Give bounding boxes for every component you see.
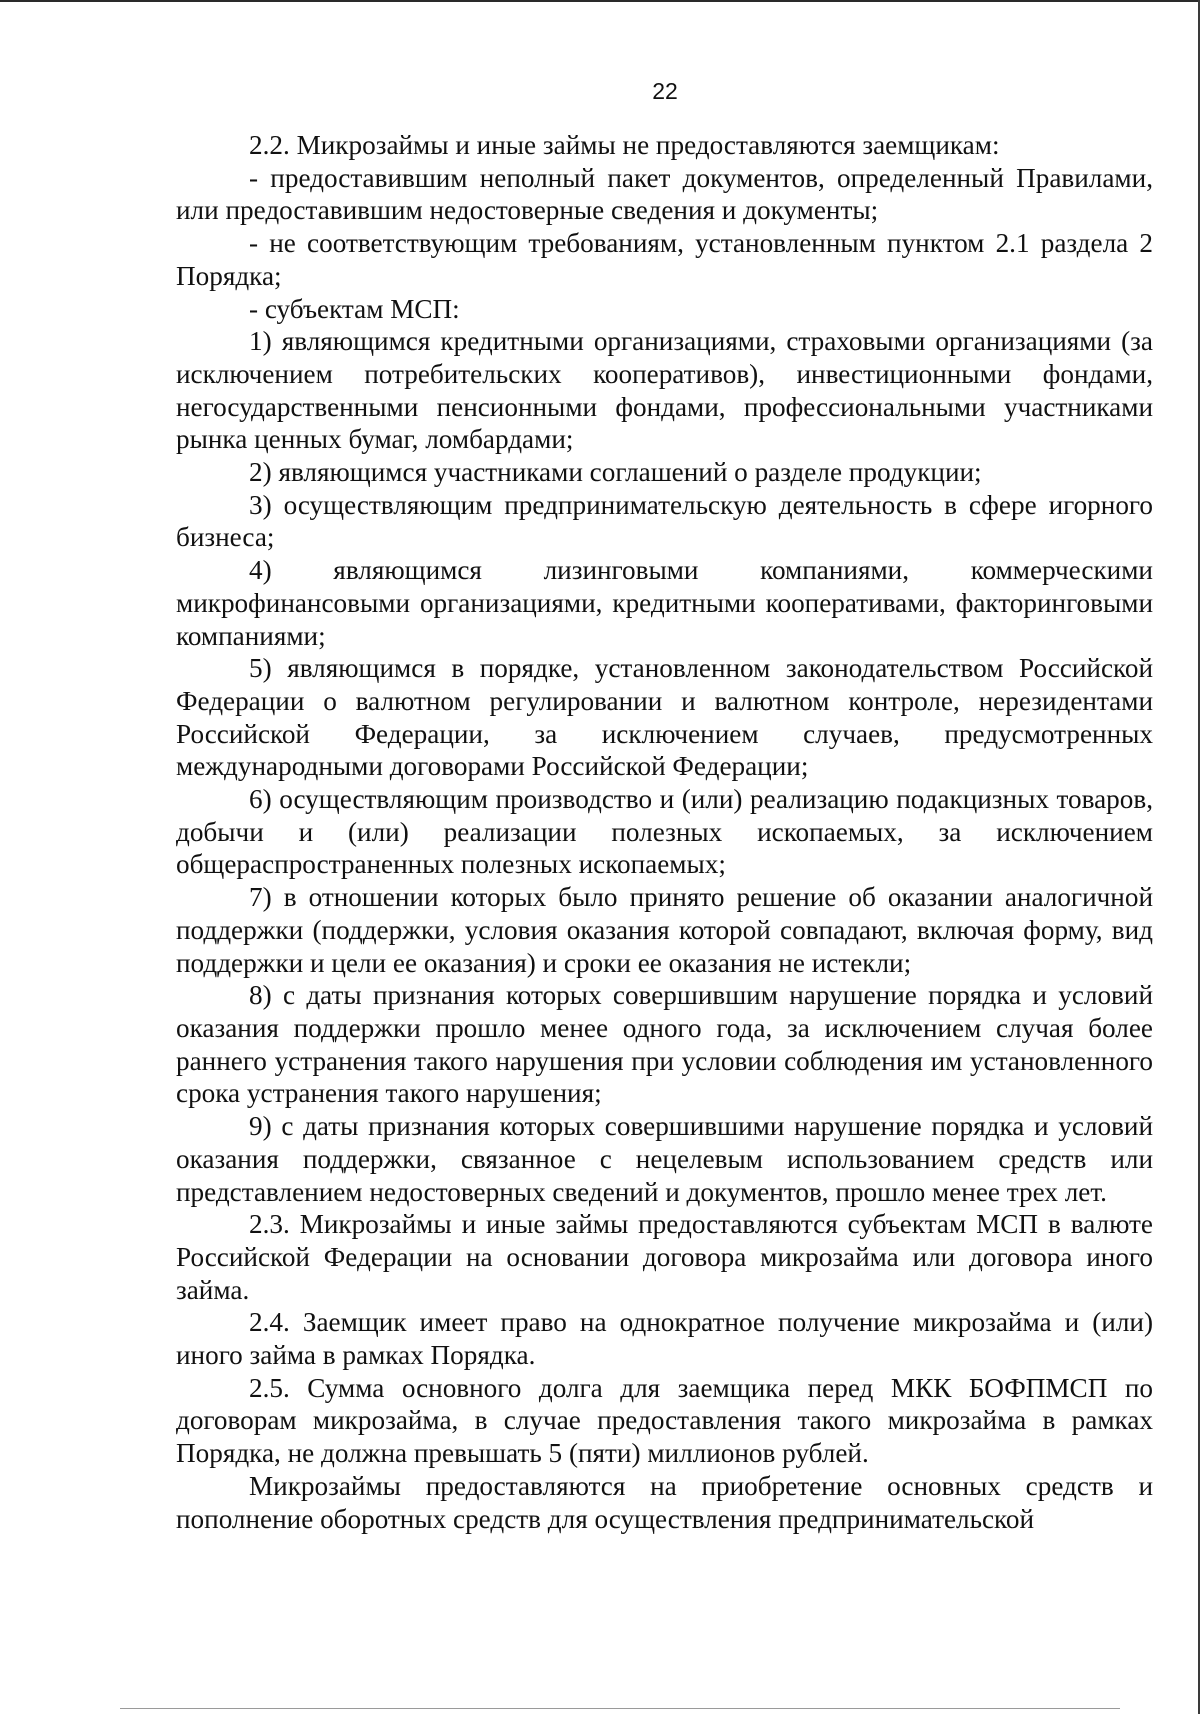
scan-edge-bottom bbox=[120, 1708, 1120, 1709]
list-item-incomplete-documents: - предоставившим неполный пакет документов, определенный Правилами, или предоставившим недостоверные сведения и документы; bbox=[176, 162, 1153, 226]
paragraph-2-4: 2.4. Заемщик имеет право на однократное получение микрозайма и (или) иного займа в рамках Порядка. bbox=[176, 1307, 1153, 1371]
list-item-msp-subjects: - субъектам МСП: bbox=[249, 293, 460, 324]
list-item-2: 2) являющимся участниками соглашений о разделе продукции; bbox=[249, 457, 982, 488]
document-body bbox=[176, 129, 1153, 1535]
paragraph-microloans-purpose: Микрозаймы предоставляются на приобретение основных средств и пополнение оборотных средств для осуществления предпринимательской bbox=[176, 1470, 1153, 1534]
list-item-8: 8) с даты признания которых совершившим нарушение порядка и условий оказания поддержки прошло менее одного года, за исключением случая более раннего устранения такого нарушения при условии соблюдения им установленного срока устранения такого нарушения; bbox=[176, 980, 1153, 1109]
list-item-6: 6) осуществляющим производство и (или) реализацию подакцизных товаров, добычи и (или) реализации полезных ископаемых, за исключением общераспространенных полезных ископаемых; bbox=[176, 784, 1153, 880]
scan-edge-top bbox=[0, 0, 1200, 2]
list-item-9: 9) с даты признания которых совершившими нарушение порядка и условий оказания поддержки, связанное с нецелевым использованием средств или представлением недостоверных сведений и документов, прошло менее трех лет. bbox=[176, 1111, 1153, 1207]
list-item-7: 7) в отношении которых было принято решение об оказании аналогичной поддержки (поддержки, условия оказания которой совпадают, включая форму, вид поддержки и цели ее оказания) и сроки ее оказания не истекли; bbox=[176, 882, 1153, 978]
paragraph-2-5: 2.5. Сумма основного долга для заемщика перед МКК БОФПМСП по договорам микрозайма, в случае предоставления такого микрозайма в рамках Порядка, не должна превышать 5 (пяти) миллионов рублей. bbox=[176, 1372, 1153, 1469]
list-item-nonconforming: - не соответствующим требованиям, установленным пунктом 2.1 раздела 2 Порядка; bbox=[176, 228, 1153, 291]
paragraph-2-3: 2.3. Микрозаймы и иные займы предоставляются субъектам МСП в валюте Российской Федерации на основании договора микрозайма или договора иного займа. bbox=[176, 1209, 1153, 1305]
list-item-5: 5) являющимся в порядке, установленном законодательством Российской Федерации о валютном регулировании и валютном контроле, нерезидентами Российской Федерации, за исключением случаев, предусмотренных международными договорами Российской Федерации; bbox=[176, 653, 1153, 782]
paragraph-2-2: 2.2. Микрозаймы и иные займы не предоставляются заемщикам: bbox=[249, 130, 1000, 160]
list-item-4: 4) являющимся лизинговыми компаниями, коммерческими микрофинансовыми организациями, кредитными кооперативами, факторинговыми компаниями; bbox=[176, 555, 1153, 651]
list-item-1: 1) являющимся кредитными организациями, страховыми организациями (за исключением потребительских кооперативов), инвестиционными фондами, негосударственными пенсионными фондами, профессиональными участниками рынка ценных бумаг, ломбардами; bbox=[176, 326, 1153, 455]
list-item-3: 3) осуществляющим предпринимательскую деятельность в сфере игорного бизнеса; bbox=[176, 489, 1153, 553]
page-number: 22 bbox=[652, 78, 678, 104]
